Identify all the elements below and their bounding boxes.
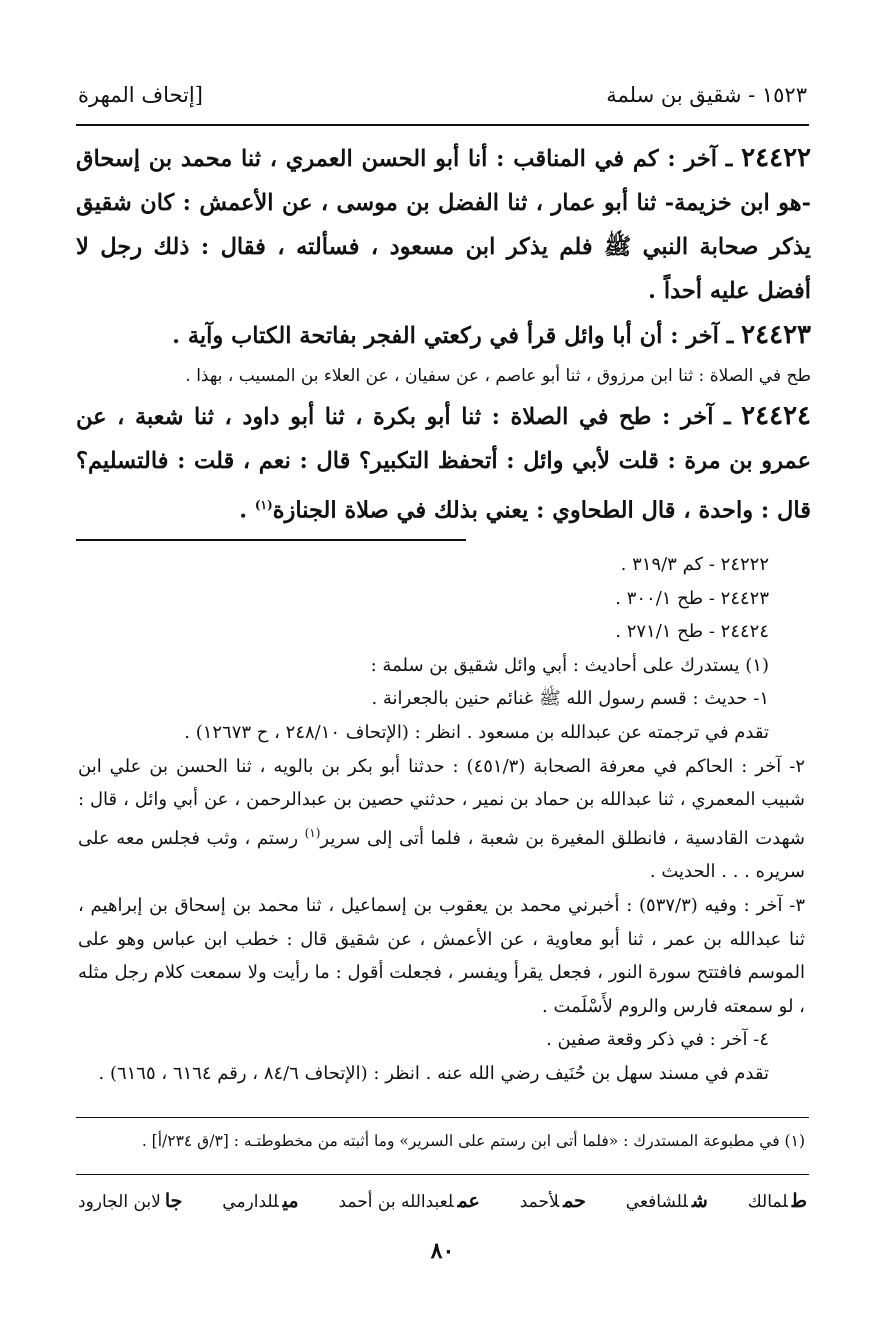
footnote: (١) في مطبوعة المستدرك : «فلما أتى ابن رستم على السرير» وما أثبته من مخطوطتـه : [٣/ق ٢٣٤/أ] . xyxy=(141,1132,805,1150)
source-ref: ٢٤٤٢٤ - طح ٢٧١/١ . xyxy=(615,621,769,643)
abbreviation-legend xyxy=(78,1184,807,1219)
entry-text: ـ آخر : طح في الصلاة : ثنا أبو بكرة ، ثنا أبو داود ، ثنا شعبة ، عن عمرو بن مرة : قلت لأبي وائل : أتحفظ التكبير؟ قال : نعم ، قلت : فالتسليم؟ قال : واحدة ، قال الطحاوي : يعني بذلك في صلاة الجنازة xyxy=(76,404,811,524)
legend-item: شللشافعي xyxy=(625,1190,708,1212)
entry-text: ـ آخر : كم في المناقب : أنا أبو الحسن العمري ، ثنا محمد بن إسحاق -هو ابن خزيمة- ثنا أبو عمار ، ثنا الفضل بن موسى ، عن الأعمش : كان شقيق يذكر صحابة النبي ﷺ فلم يذكر ابن مسعود ، فسألته ، فقال : ذلك رجل لا أفضل عليه أحداً . xyxy=(76,146,811,304)
header-book-title: [إتحاف المهرة xyxy=(78,83,203,107)
notes-separator xyxy=(76,539,466,541)
notes-section xyxy=(78,548,805,1091)
header-rule xyxy=(76,124,809,126)
footnote-marker: (١) xyxy=(254,498,273,512)
entry-number: ٢٤٤٢٢ xyxy=(741,143,811,173)
note-item-ref: تقدم في ترجمته عن عبدالله بن مسعود . انظر : (الإتحاف ٢٤٨/١٠ ، ح ١٢٦٧٣) . xyxy=(184,721,769,743)
note-intro: (١) يستدرك على أحاديث : أبي وائل شقيق بن سلمة : xyxy=(370,654,769,676)
legend-item: ميللدارمي xyxy=(222,1190,299,1212)
hadith-entry xyxy=(76,313,811,358)
hadith-entry xyxy=(76,394,811,533)
footnote-rule-bottom xyxy=(76,1174,809,1175)
entry-number: ٢٤٤٢٣ xyxy=(741,320,811,350)
page-number: ٨٠ xyxy=(430,1238,455,1264)
legend-item: عملعبدالله بن أحمد xyxy=(338,1190,480,1212)
source-ref: ٢٤٤٢٣ - طح ٣٠٠/١ . xyxy=(615,587,769,609)
header-chapter-title: ١٥٢٣ - شقيق بن سلمة xyxy=(606,83,807,107)
running-header xyxy=(78,78,807,112)
legend-item: طلمالك xyxy=(747,1190,807,1212)
note-item: ٤- آخر : في ذكر وقعة صفين . xyxy=(546,1029,769,1051)
note-item-text-end: رستم ، وثب فجلس معه على سريره . . . الحديث . xyxy=(78,827,805,883)
note-item: ٣- آخر : وفيه (٥٣٧/٣) : أخبرني محمد بن يعقوب بن إسماعيل ، ثنا محمد بن إسحاق بن إبراهيم ، ثنا عبدالله بن عمر ، ثنا أبو معاوية ، عن الأعمش ، عن شقيق قال : خطب ابن عباس وهو على الموسم فافتتح سورة النور ، فجعل يقرأ ويفسر ، فجعلت أقول : ما رأيت ولا سمعت كلام رجل مثله ، لو سمعته فارس والروم لأَسْلَمت . xyxy=(78,894,805,1017)
legend-item: حملأحمد xyxy=(519,1190,586,1212)
source-ref: ٢٤٢٢٢ - كم ٣١٩/٣ . xyxy=(620,554,769,575)
note-item-ref: تقدم في مسند سهل بن حُنَيف رضي الله عنه . انظر : (الإتحاف ٨٤/٦ ، رقم ٦١٦٤ ، ٦١٦٥) . xyxy=(98,1062,769,1084)
main-text xyxy=(76,136,811,533)
entry-tail: . xyxy=(239,497,255,524)
entry-text: ـ آخر : أن أبا وائل قرأ في ركعتي الفجر بفاتحة الكتاب وآية . xyxy=(172,323,742,349)
entry-number: ٢٤٤٢٤ xyxy=(741,401,811,431)
hadith-entry xyxy=(76,136,811,313)
legend-item: جالابن الجارود xyxy=(78,1190,183,1212)
note-item: ١- حديث : قسم رسول الله ﷺ غنائم حنين بالجعرانة . xyxy=(371,688,769,710)
entry-isnad: طح في الصلاة : ثنا ابن مرزوق ، ثنا أبو عاصم ، عن سفيان ، عن العلاء بن المسيب ، بهذا . xyxy=(185,366,811,386)
footnote-marker: (١) xyxy=(304,825,321,840)
note-item-text: ٢- آخر : الحاكم في معرفة الصحابة (٤٥١/٣) : حدثنا أبو بكر بن بالويه ، ثنا الحسن بن علي ابن شبيب المعمري ، ثنا عبدالله بن حماد بن نمير ، حدثني حصين بن عبدالرحمن ، عن أبي وائل ، قال : شهدت القادسية ، فانطلق المغيرة بن شعبة ، فلما أتى إلى سرير xyxy=(78,755,805,849)
footnote-rule-top xyxy=(76,1117,809,1118)
note-item xyxy=(78,750,805,889)
